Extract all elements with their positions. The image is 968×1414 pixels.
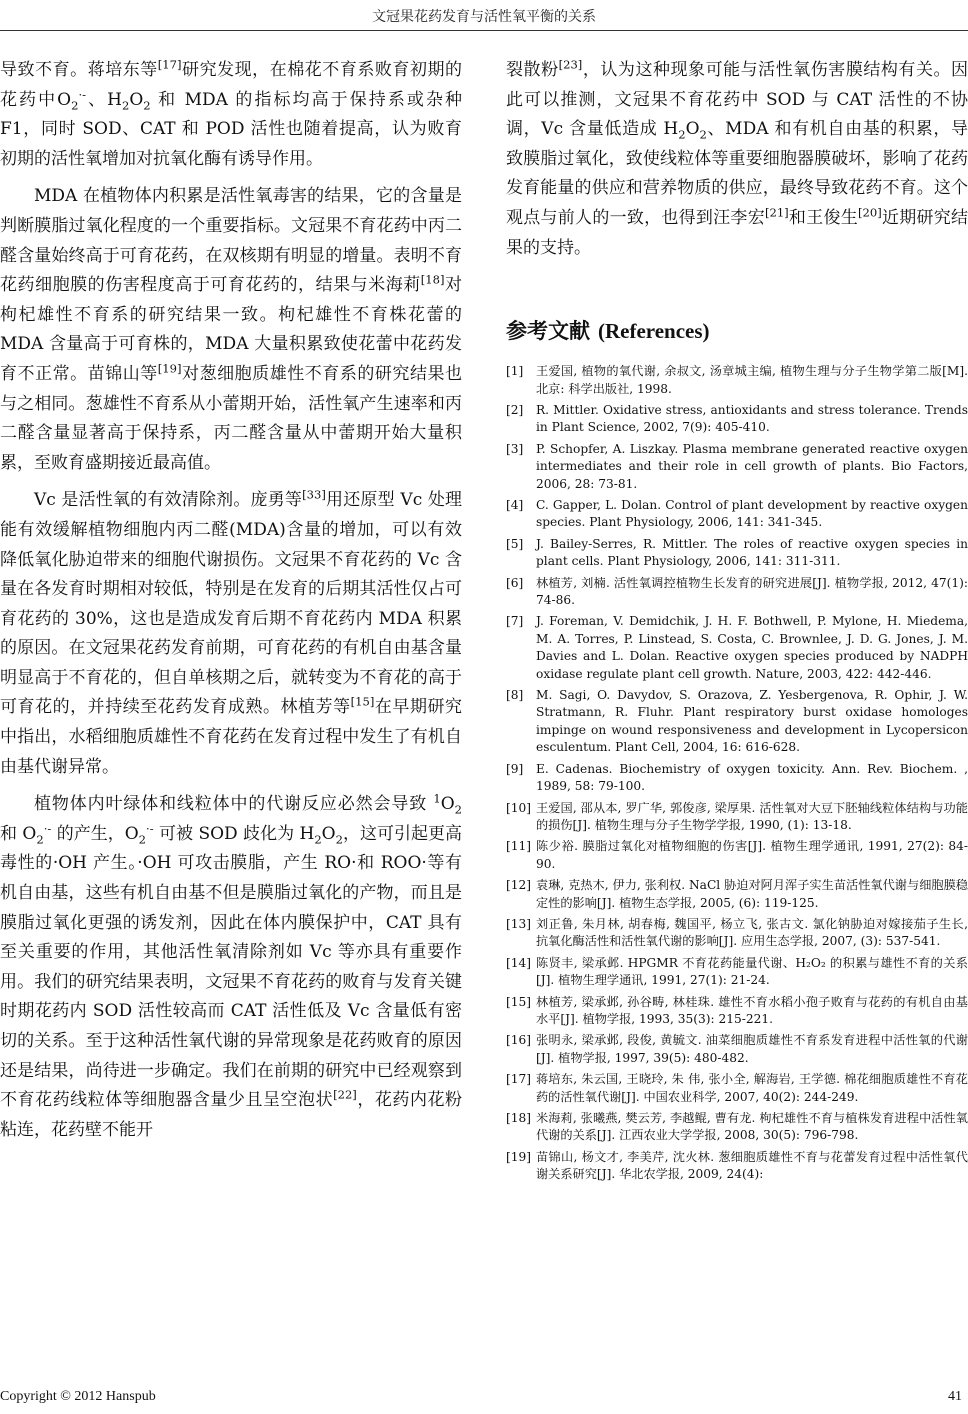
reference-item: [4] C. Gapper, L. Dolan. Control of plant development by reactive oxygen species. Plant Physiology, 2006, 141: 341-345. — [506, 498, 968, 530]
left-column — [0, 56, 462, 1145]
running-header: 文冠果花药发育与活性氧平衡的关系 — [372, 9, 596, 25]
reference-item: [8] M. Sagi, O. Davydov, S. Orazova, Z. Yesbergenova, R. Ophir, J. W. Stratmann, R. Fluhr. Plant respiratory burst oxidase homologes impinge on wound responsiveness and development in Lycopersicon esculentum. Plant Cell, 2004, 16: 616-628. — [506, 688, 968, 755]
paragraph-2: MDA 在植物体内积累是活性氧毒害的结果，它的含量是判断膜脂过氧化程度的一个重要指标。文冠果不育花药中丙二醛含量始终高于可育花药，在双核期有明显的增量。表明不育花药细胞膜的伤害程度高于可育花药的，结果与米海莉[18]对枸杞雄性不育系的研究结果一致。枸杞雄性不育株花蕾的 MDA 含量高于可育株的，MDA 大量积累致使花蕾中花药发育不正常。苗锦山等[19]对葱细胞质雄性不育系的研究结果也与之相同。葱雄性不育系从小蕾期开始，活性氧产生速率和丙二醛含量显著高于保持系，丙二醛含量从中蕾期开始大量积累，至败育盛期接近最高值。 — [0, 186, 463, 473]
header-rule — [0, 30, 968, 31]
reference-item: [16] 张明永, 梁承邺, 段俊, 黄毓文. 油菜细胞质雄性不育系发育进程中活性氧的代谢[J]. 植物学报, 1997, 39(5): 480-482. — [506, 1033, 968, 1065]
reference-item: [13] 刘正鲁, 朱月林, 胡春梅, 魏国平, 杨立飞, 张古文. 氯化钠胁迫对嫁接茄子生长, 抗氧化酶活性和活性氧代谢的影响[J]. 应用生态学报, 2007, (3): 537-541. — [506, 916, 968, 949]
reference-item: [6] 林植芳, 刘楠. 活性氧调控植物生长发育的研究进展[J]. 植物学报, 2012, 47(1): 74-86. — [506, 575, 968, 608]
reference-item: [17] 蒋培东, 朱云国, 王晓玲, 朱 伟, 张小全, 解海岩, 王学德. 棉花细胞质雄性不育花药的活性氧代谢[J]. 中国农业科学, 2007, 40(2): 244-249. — [506, 1072, 968, 1104]
reference-item: [3] P. Schopfer, A. Liszkay. Plasma membrane generated reactive oxygen intermediates and their role in cell growth of plants. Bio Factors, 2006, 28: 73-81. — [506, 441, 968, 491]
references-heading: 参考文献 (References) — [506, 319, 710, 344]
right-column — [506, 56, 968, 1188]
reference-list — [506, 363, 968, 1183]
reference-item: [15] 林植芳, 梁承邺, 孙谷畴, 林桂珠. 雄性不育水稻小孢子败育与花药的有机自由基水平[J]. 植物学报, 1993, 35(3): 215-221. — [506, 994, 968, 1026]
reference-item: [11] 陈少裕. 膜脂过氧化对植物细胞的伤害[J]. 植物生理学通讯, 1991, 27(2): 84-90. — [506, 839, 968, 871]
reference-item: [12] 袁琳, 克热木, 伊力, 张利权. NaCl 胁迫对阿月浑子实生苗活性氧代谢与细胞膜稳定性的影响[J]. 植物生态学报, 2005, (6): 119-125. — [506, 878, 968, 910]
paragraph-1: 导致不育。蒋培东等[17]研究发现，在棉花不育系败育初期的花药中$O_2^{\cdot-}$、$H_2O_2$ 和 MDA 的指标均高于保持系或杂种 F1，同时 SOD、CAT 和 POD 活性也随着提高，认为败育初期的活性氧增加对抗氧化酶有诱导作用。 — [0, 57, 463, 169]
reference-item: [7] J. Foreman, V. Demidchik, J. H. F. Bothwell, P. Mylone, H. Miedema, M. A. Torres, P. Linstead, S. Costa, C. Brownlee, J. D. G. Jones, J. M. Davies and L. Dolan. Reactive oxygen species produced by NADPH oxidase regulate plant cell growth. Nature, 2003, 422: 442-446. — [506, 614, 968, 681]
reference-item: [1] 王爱国, 植物的氧代谢, 余叔文, 汤章城主编, 植物生理与分子生物学第二版[M]. 北京: 科学出版社, 1998. — [506, 364, 968, 396]
paragraph-5: 裂散粉[23]，认为这种现象可能与活性氧伤害膜结构有关。因此可以推测，文冠果不育花药中 SOD 与 CAT 活性的不协调，Vc 含量低造成 $H_2O_2$、MDA 和有机自由基的积累，导致膜脂过氧化，致使线粒体等重要细胞器膜破坏，影响了花药发育能量的供应和营养物质的供应，最终导致花药不育。这个观点与前人的一致，也得到汪李宏[21]和王俊生[20]近期研究结果的支持。 — [506, 57, 968, 258]
paragraph-3: Vc 是活性氧的有效清除剂。庞勇等[33]用还原型 Vc 处理能有效缓解植物细胞内丙二醛(MDA)含量的增加，可以有效降低氧化胁迫带来的细胞代谢损伤。文冠果不育花药的 Vc 含量在各发育时期相对较低，特别是在发育的后期其活性仅占可育花药的 30%，这也是造成发育后期不育花药内 MDA 积累的原因。在文冠果花药发育前期，可育花药的有机自由基含量明显高于不育花的，但自单核期之后，就转变为不育花的高于可育花的，并持续至花药发育成熟。林植芳等[15]在早期研究中指出，水稻细胞质雄性不育花药在发育过程中发生了有机自由基代谢异常。 — [0, 487, 463, 777]
reference-item: [19] 苗锦山, 杨文才, 李美芹, 沈火林. 葱细胞质雄性不育与花蕾发育过程中活性氧代谢关系研究[J]. 华北农学报, 2009, 24(4): — [506, 1149, 968, 1182]
reference-item: [9] E. Cadenas. Biochemistry of oxygen toxicity. Ann. Rev. Biochem. , 1989, 58: 79-100. — [506, 761, 968, 794]
reference-item: [18] 米海莉, 张曦燕, 樊云芳, 李越鲲, 曹有龙. 枸杞雄性不育与植株发育进程中活性氧代谢的关系[J]. 江西农业大学学报, 2008, 30(5): 796-798. — [506, 1111, 968, 1143]
reference-item: [10] 王爱国, 邵从本, 罗广华, 郭俊彦, 梁厚果. 活性氧对大豆下胚轴线粒体结构与功能的损伤[J]. 植物生理与分子生物学学报, 1990, (1): 13-18. — [506, 800, 968, 832]
paragraph-4: 植物体内叶绿体和线粒体中的代谢反应必然会导致 $^1O_2$ 和 $O_2^{\cdot-}$ 的产生，$O_2^{\cdot-}$ 可被 SOD 歧化为 $H_2O_2$，这可引起更高毒性的·OH 产生。·OH 可攻击膜脂，产生 RO·和 ROO·等有机自由基，这些有机自由基不但是膜脂过氧化的产物，而且是膜脂过氧化更强的诱发剂，因此在体内膜保护中，CAT 具有至关重要的作用，其他活性氧清除剂如 Vc 等亦具有重要作用。我们的研究结果表明，文冠果不育花药的败育与发育关键时期花药内 SOD 活性较高而 CAT 活性低及 Vc 含量低有密切的关系。至于这种活性氧代谢的异常现象是花药败育的原因还是结果，尚待进一步确定。我们在前期的研究中已经观察到不育花药线粒体等细胞器含量少且呈空泡状[22]，花药内花粉粘连，花药壁不能开 — [0, 791, 463, 1140]
copyright-footer: Copyright © 2012 Hanspub — [0, 1389, 156, 1404]
page-number: 41 — [948, 1389, 962, 1404]
reference-item: [5] J. Bailey-Serres, R. Mittler. The roles of reactive oxygen species in plant cells. Plant Physiology, 2006, 141: 311-311. — [506, 536, 968, 569]
reference-item: [14] 陈贤丰, 梁承邺. HPGMR 不育花药能量代谢、H₂O₂ 的积累与雄性不育的关系[J]. 植物生理学通讯, 1991, 27(1): 21-24. — [506, 955, 968, 988]
reference-item: [2] R. Mittler. Oxidative stress, antioxidants and stress tolerance. Trends in Plant Science, 2002, 7(9): 405-410. — [506, 402, 968, 435]
